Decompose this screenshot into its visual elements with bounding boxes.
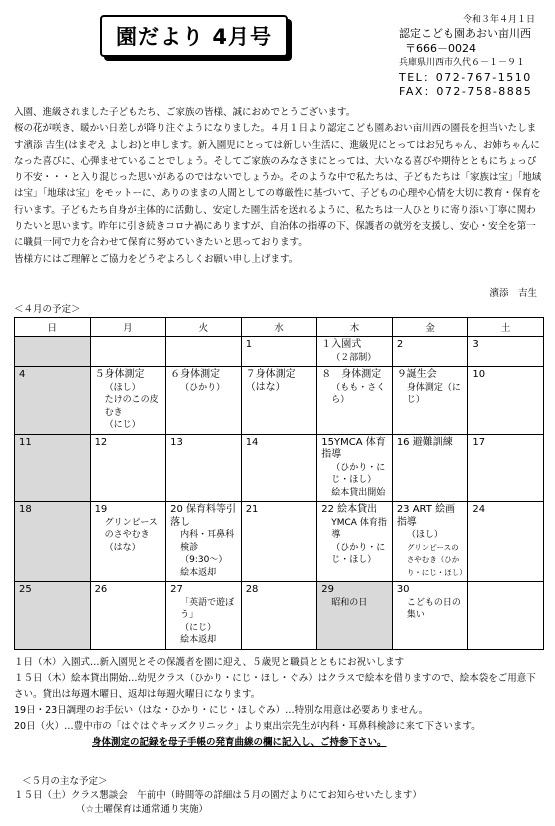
intro-paragraph: 皆様方にはご理解とご協力をどうぞよろしくお願い申し上げます。 bbox=[14, 253, 299, 265]
calendar-day-cell bbox=[392, 337, 468, 367]
calendar-day-label: 26 bbox=[94, 584, 108, 596]
calendar-day-cell bbox=[166, 367, 242, 435]
note-item: 20日（火）…豊中市の「はぐはぐキッズクリニック」より東出宗先生が内科・耳鼻科検診に来て下さいます。 bbox=[14, 721, 481, 732]
calendar-day-label: 1 bbox=[245, 339, 253, 350]
calendar-event-line: （ひかり・にじ・ほし） bbox=[331, 542, 386, 566]
intro-paragraph: 桜の花が咲き、暖かい日差しが降り注ぐようになりました。４月１日より認定こども園あおい亩川西の園長を担当いたします濱添 吉生(はまぞえ よしお)と申します。新入園児にとっては新しい生活に、進級児にとってはお兄ちゃん、お姉ちゃんになった喜びに、心弾ませていることでしょう。そしてご家族のみなさまにとっては、大いなる喜びや期待とともにちょっぴり不安・・・と入り混じった思いがあるのではないでしょうか。そのような中で私たちは、子どもたちは「家族は宝」「地域は宝」「地球は宝」をモットーに、ありのままの人間としての尊厳性に基づいて、子どもの心理や心情を大切に教育・保育を行います。子どもたち自身が主体的に活動し、安定した園生活を送れるように、私たちは一人ひとりに寄り添い丁寧に関わりたいと思います。昨年に引き続きコロナ禍にありますが、自治体の指導の下、保護者の就労を支援し、安心・安全を第一に職員一同で力を合わせて保育に努めていきたいと思っております。 bbox=[14, 123, 542, 249]
calendar-day-cell bbox=[468, 502, 544, 582]
calendar-event-line: （はな） bbox=[104, 542, 141, 553]
calendar-day-label: 30 bbox=[396, 584, 410, 596]
calendar-event-line: （にじ） bbox=[104, 420, 141, 431]
calendar-event-line: （もも・さくら） bbox=[331, 382, 386, 406]
may-sub: （☆土曜保育は通常通り実施） bbox=[76, 804, 209, 815]
calendar-day-cell bbox=[15, 367, 91, 435]
calendar-day-label: 13 bbox=[170, 436, 183, 448]
calendar-day-cell bbox=[468, 582, 544, 650]
calendar-event-line: （ひかり・にじ・ほし） bbox=[331, 462, 386, 486]
calendar-day-label: 14 bbox=[245, 436, 259, 448]
calendar-day-cell bbox=[317, 434, 393, 502]
calendar-event-line: たけのこの皮むき bbox=[104, 395, 159, 418]
calendar-day-label: 18 bbox=[19, 504, 32, 516]
calendar-day-cell bbox=[15, 582, 91, 650]
fax: FAX：072-758-8885 bbox=[399, 85, 533, 98]
calendar-day-label: 27 bbox=[170, 584, 183, 596]
calendar-day-cell bbox=[166, 582, 242, 650]
calendar-day-label: 24 bbox=[472, 504, 486, 516]
organization-block bbox=[399, 27, 532, 100]
calendar-event-line: 「英語で遊ぼう」 bbox=[180, 597, 235, 621]
calendar-week-row bbox=[15, 502, 544, 582]
note-item: 19日・23日調理のお手伝い（はな・ひかり・にじ・ほしぐみ）…特別な用意は必要ありません。 bbox=[14, 705, 429, 716]
calendar-day-label: 2 bbox=[396, 339, 404, 350]
calendar-day-cell bbox=[166, 502, 242, 582]
weekday-sat: 土 bbox=[468, 318, 544, 337]
calendar-event-line: 絵本返却 bbox=[180, 635, 217, 646]
note-item: １５日（木）絵本貸出開始…幼児クラス（ひかり・にじ・ほし・ぐみ）はクラスで絵本を借りますので、絵本袋をご用意下さい。貸出は毎週木曜日、返却は毎週火曜日になります。 bbox=[14, 673, 536, 700]
calendar-event-line: 集い bbox=[406, 610, 425, 621]
calendar-week-row bbox=[15, 582, 544, 650]
calendar-day-label: ６身体測定 bbox=[170, 369, 221, 381]
calendar-event-line: 絵本返却 bbox=[180, 567, 217, 578]
intro-text bbox=[14, 105, 542, 268]
calendar-day-label: 10 bbox=[472, 369, 486, 381]
calendar-event-line: 昭和の日 bbox=[331, 597, 368, 608]
may-label: ＜５月の主な予定＞ bbox=[22, 776, 108, 787]
calendar-event-line: YMCA 体育指導 bbox=[331, 517, 387, 541]
calendar-day-label: １入園式 bbox=[321, 339, 362, 350]
intro-paragraph: 入園、進級されました子どもたち、ご家族の皆様、誠におめでとうございます。 bbox=[14, 107, 356, 118]
calendar-day-label: 16 避難訓練 bbox=[396, 436, 453, 448]
calendar-day-cell bbox=[317, 502, 393, 582]
calendar-day-label: 19 bbox=[94, 504, 108, 516]
address: 兵庫県川西市久代６－１－９１ bbox=[399, 58, 526, 68]
calendar-event-line: （ほし） bbox=[104, 382, 141, 393]
calendar-event-line: グリンピースのさやむき bbox=[104, 517, 158, 541]
calendar-day-cell bbox=[15, 337, 91, 367]
calendar-day-label: ７身体測定（はな） bbox=[245, 369, 296, 393]
calendar-day-cell bbox=[90, 337, 166, 367]
postal-code: 〒666－0024 bbox=[405, 41, 476, 55]
calendar-day-label: 4 bbox=[19, 369, 26, 381]
calendar-day-cell bbox=[15, 434, 91, 502]
calendar-day-cell bbox=[241, 502, 317, 582]
calendar-event-line: グリンピースのさやむき（ひかり・にじ・ほし） bbox=[406, 542, 467, 577]
calendar-day-cell bbox=[90, 582, 166, 650]
april-calendar bbox=[14, 317, 544, 650]
calendar-event-line: 内科・耳鼻科検診 bbox=[180, 530, 235, 553]
weekday-thu: 木 bbox=[317, 318, 393, 337]
calendar-day-label: ５身体測定 bbox=[94, 369, 145, 381]
calendar-day-cell bbox=[90, 367, 166, 435]
calendar-event-line: （にじ） bbox=[180, 622, 217, 633]
calendar-day-cell bbox=[468, 434, 544, 502]
calendar-day-cell bbox=[166, 434, 242, 502]
calendar-day-label: 21 bbox=[245, 504, 259, 516]
calendar-event-line: 身体測定（にじ） bbox=[406, 382, 461, 406]
calendar-day-cell bbox=[90, 434, 166, 502]
calendar-day-label: ９誕生会 bbox=[396, 369, 437, 381]
calendar-day-cell bbox=[241, 582, 317, 650]
organization-name: 認定こども園あおい亩川西 bbox=[399, 27, 531, 40]
issue-date: 令和３年４月１日 bbox=[462, 15, 535, 25]
calendar-day-label: 17 bbox=[472, 436, 486, 448]
weekday-tue: 火 bbox=[166, 318, 242, 337]
calendar-day-label: 25 bbox=[19, 584, 32, 596]
calendar-event-line: （ほし） bbox=[406, 530, 443, 541]
calendar-day-cell bbox=[241, 367, 317, 435]
weekday-mon: 月 bbox=[90, 318, 166, 337]
event-notes bbox=[14, 655, 544, 751]
calendar-day-cell bbox=[317, 582, 393, 650]
calendar-day-cell bbox=[392, 434, 468, 502]
calendar-day-label: 22 絵本貸出 bbox=[321, 504, 378, 516]
calendar-day-cell bbox=[15, 502, 91, 582]
principal-signature: 濱添 吉生 bbox=[489, 288, 537, 299]
calendar-week-row bbox=[15, 367, 544, 435]
telephone: TEL：072-767-1510 bbox=[399, 70, 532, 84]
calendar-day-cell bbox=[392, 502, 468, 582]
calendar-day-label: 23 ART 絵画指導 bbox=[396, 504, 456, 528]
calendar-day-cell bbox=[317, 337, 393, 367]
calendar-day-cell bbox=[392, 367, 468, 435]
calendar-day-cell bbox=[166, 337, 242, 367]
calendar-day-label: 20 保育料等引落し bbox=[170, 504, 237, 528]
may-schedule bbox=[14, 775, 544, 817]
calendar-day-label: 29 bbox=[321, 584, 334, 596]
calendar-week-row bbox=[15, 434, 544, 502]
calendar-day-cell bbox=[468, 337, 544, 367]
calendar-day-cell bbox=[90, 502, 166, 582]
calendar-day-label: ８ 身体測定 bbox=[321, 369, 382, 381]
calendar-day-cell bbox=[241, 337, 317, 367]
may-item: １５日（土）クラス懇談会 午前中（時間等の詳細は５月の園だよりにてお知らせいたします） bbox=[14, 790, 422, 801]
weekday-fri: 金 bbox=[392, 318, 468, 337]
schedule-label: ＜４月の予定＞ bbox=[14, 304, 81, 315]
note-item: １日（木）入園式…新入園児とその保護者を園に迎え、５歳児と職員とともにお祝いします bbox=[14, 657, 405, 668]
note-emphasis: 身体測定の記録を母子手帳の発育曲線の欄に記入し、ご持参下さい。 bbox=[92, 737, 387, 748]
calendar-event-line: （9:30～） bbox=[180, 555, 228, 566]
calendar-event-line: こどもの日の bbox=[406, 597, 461, 608]
calendar-day-cell bbox=[392, 582, 468, 650]
calendar-event-line: （２部制） bbox=[331, 352, 377, 363]
newsletter-title-box bbox=[100, 15, 288, 57]
calendar-day-label: 11 bbox=[19, 436, 32, 448]
weekday-sun: 日 bbox=[15, 318, 91, 337]
calendar-day-cell bbox=[241, 434, 317, 502]
calendar-event-line: （ひかり） bbox=[180, 382, 226, 393]
calendar-day-cell bbox=[468, 367, 544, 435]
calendar-header-row bbox=[15, 318, 544, 337]
calendar-event-line: 絵本貸出開始 bbox=[331, 487, 386, 498]
calendar-day-label: 28 bbox=[245, 584, 259, 596]
newsletter-title: 園だより 4月号 bbox=[116, 25, 272, 49]
calendar-day-label: 15YMCA 体育指導 bbox=[321, 436, 386, 461]
calendar-day-label: 3 bbox=[472, 339, 479, 350]
calendar-day-cell bbox=[317, 367, 393, 435]
weekday-wed: 水 bbox=[241, 318, 317, 337]
calendar-day-label: 12 bbox=[94, 436, 108, 448]
calendar-week-row bbox=[15, 337, 544, 367]
